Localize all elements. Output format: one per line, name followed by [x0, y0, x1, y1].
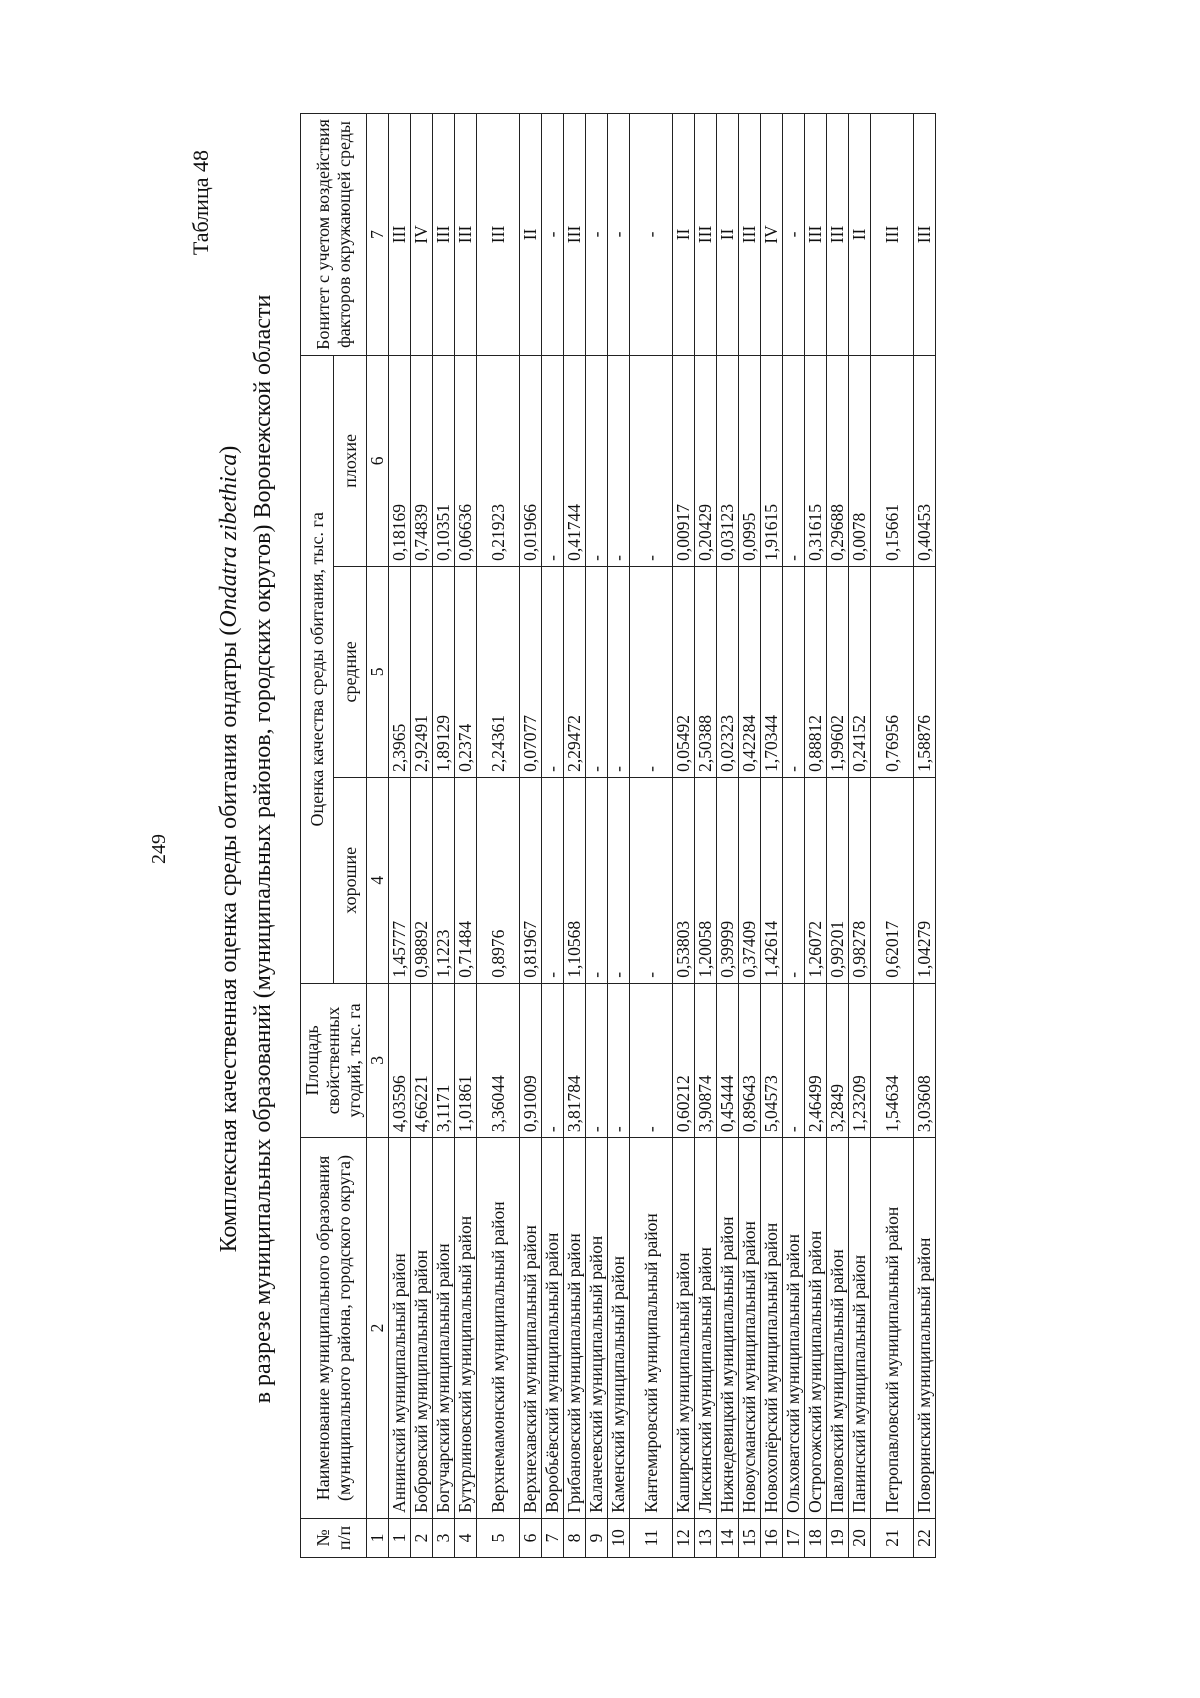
bonitet-cell: -	[542, 114, 564, 356]
district-name-cell: Верхнемамонский муниципальный район	[477, 1138, 520, 1519]
good-quality-cell: 1,42614	[761, 777, 783, 983]
good-quality-cell: 1,45777	[389, 777, 411, 983]
bonitet-cell: III	[477, 114, 520, 356]
good-quality-cell: -	[608, 777, 630, 983]
table-row	[477, 114, 520, 1558]
area-cell: -	[608, 983, 630, 1137]
row-number-cell: 12	[673, 1518, 695, 1557]
table-row	[520, 114, 542, 1558]
row-number-cell: 9	[586, 1518, 608, 1557]
row-number-cell: 6	[520, 1518, 542, 1557]
table-row	[739, 114, 761, 1558]
title-suffix: )	[216, 445, 242, 454]
row-number-cell: 18	[805, 1518, 827, 1557]
average-quality-cell: -	[630, 566, 673, 777]
district-name-cell: Ольховатский муниципальный район	[783, 1138, 805, 1519]
average-quality-cell: 0,42284	[739, 566, 761, 777]
row-number-cell: 5	[477, 1518, 520, 1557]
row-number-cell: 3	[433, 1518, 455, 1557]
district-name-cell: Поворинский муниципальный район	[914, 1138, 936, 1519]
area-cell: -	[783, 983, 805, 1137]
good-quality-cell: 0,71484	[455, 777, 477, 983]
title-line-1	[212, 0, 246, 1698]
average-quality-cell: 0,2374	[455, 566, 477, 777]
title-line-2: в разрезе муниципальных образований (муниципальных районов, городских округов) Воронежской области	[250, 294, 276, 1404]
bonitet-cell: -	[630, 114, 673, 356]
bonitet-cell: II	[673, 114, 695, 356]
average-quality-cell: 0,76956	[871, 566, 914, 777]
bonitet-cell: III	[389, 114, 411, 356]
average-quality-cell: -	[542, 566, 564, 777]
average-quality-cell: 0,07077	[520, 566, 542, 777]
average-quality-cell: 0,02323	[717, 566, 739, 777]
good-quality-cell: 0,39999	[717, 777, 739, 983]
table-row	[542, 114, 564, 1558]
bad-quality-cell: -	[542, 355, 564, 566]
row-number-cell: 4	[455, 1518, 477, 1557]
area-cell: 3,2849	[827, 983, 849, 1137]
row-number-cell: 19	[827, 1518, 849, 1557]
average-quality-cell: 1,58876	[914, 566, 936, 777]
good-quality-cell: 0,37409	[739, 777, 761, 983]
row-number-cell: 1	[389, 1518, 411, 1557]
header-area: Площадь свойственных угодий, тыс. га	[301, 983, 367, 1137]
district-name-cell: Грибановский муниципальный район	[564, 1138, 586, 1519]
header-average: средние	[334, 566, 367, 777]
area-cell: 1,23209	[849, 983, 871, 1137]
table-label: Таблица 48	[188, 150, 213, 256]
good-quality-cell: -	[783, 777, 805, 983]
area-cell: 1,01861	[455, 983, 477, 1137]
district-name-cell: Панинский муниципальный район	[849, 1138, 871, 1519]
bad-quality-cell: 1,91615	[761, 355, 783, 566]
bad-quality-cell: 0,03123	[717, 355, 739, 566]
table-row	[586, 114, 608, 1558]
table-row	[761, 114, 783, 1558]
district-name-cell: Верхнехавский муниципальный район	[520, 1138, 542, 1519]
area-cell: -	[542, 983, 564, 1137]
area-cell: -	[586, 983, 608, 1137]
habitat-quality-table	[300, 113, 936, 1558]
bad-quality-cell: 0,10351	[433, 355, 455, 566]
average-quality-cell: 2,92491	[411, 566, 433, 777]
table-row	[564, 114, 586, 1558]
good-quality-cell: 1,04279	[914, 777, 936, 983]
average-quality-cell: 1,99602	[827, 566, 849, 777]
bad-quality-cell: 0,00917	[673, 355, 695, 566]
bonitet-cell: -	[586, 114, 608, 356]
good-quality-cell: 1,1223	[433, 777, 455, 983]
header-name: Наименование муниципального образования (муниципального района, городского округа)	[301, 1138, 367, 1519]
bad-quality-cell: 0,29688	[827, 355, 849, 566]
bad-quality-cell: 0,21923	[477, 355, 520, 566]
district-name-cell: Богучарский муниципальный район	[433, 1138, 455, 1519]
index-cell: 4	[367, 777, 389, 983]
average-quality-cell: 2,24361	[477, 566, 520, 777]
district-name-cell: Бобровский муниципальный район	[411, 1138, 433, 1519]
district-name-cell: Воробьёвский муниципальный район	[542, 1138, 564, 1519]
header-bonitet: Бонитет с учетом воздействия факторов окружающей среды	[301, 114, 367, 356]
district-name-cell: Аннинский муниципальный район	[389, 1138, 411, 1519]
area-cell: 5,04573	[761, 983, 783, 1137]
bad-quality-cell: 0,74839	[411, 355, 433, 566]
good-quality-cell: 1,26072	[805, 777, 827, 983]
header-quality-group: Оценка качества среды обитания, тыс. га	[301, 355, 334, 983]
table-row	[608, 114, 630, 1558]
bad-quality-cell: 0,0995	[739, 355, 761, 566]
table-row	[433, 114, 455, 1558]
bad-quality-cell: -	[783, 355, 805, 566]
table-row	[914, 114, 936, 1558]
area-cell: 4,03596	[389, 983, 411, 1137]
column-index-row	[367, 114, 389, 1558]
average-quality-cell: -	[586, 566, 608, 777]
average-quality-cell: -	[783, 566, 805, 777]
row-number-cell: 20	[849, 1518, 871, 1557]
bonitet-cell: III	[455, 114, 477, 356]
good-quality-cell: 1,20058	[695, 777, 717, 983]
district-name-cell: Калачеевский муниципальный район	[586, 1138, 608, 1519]
bonitet-cell: III	[695, 114, 717, 356]
bonitet-cell: IV	[411, 114, 433, 356]
district-name-cell: Острогожский муниципальный район	[805, 1138, 827, 1519]
average-quality-cell: 0,24152	[849, 566, 871, 777]
table-body	[367, 114, 936, 1558]
bonitet-cell: -	[783, 114, 805, 356]
good-quality-cell: -	[586, 777, 608, 983]
good-quality-cell: 0,99201	[827, 777, 849, 983]
good-quality-cell: 0,53803	[673, 777, 695, 983]
row-number-cell: 22	[914, 1518, 936, 1557]
average-quality-cell: 2,50388	[695, 566, 717, 777]
header-num: № п/п	[301, 1518, 367, 1557]
table-row	[411, 114, 433, 1558]
district-name-cell: Павловский муниципальный район	[827, 1138, 849, 1519]
district-name-cell: Петропавловский муниципальный район	[871, 1138, 914, 1519]
bad-quality-cell: 0,01966	[520, 355, 542, 566]
good-quality-cell: 0,62017	[871, 777, 914, 983]
row-number-cell: 16	[761, 1518, 783, 1557]
bonitet-cell: III	[564, 114, 586, 356]
row-number-cell: 2	[411, 1518, 433, 1557]
title-prefix: Комплексная качественная оценка среды обитания ондатры (	[216, 627, 242, 1253]
table-row	[695, 114, 717, 1558]
area-cell: 4,66221	[411, 983, 433, 1137]
table-row	[849, 114, 871, 1558]
area-cell: 0,60212	[673, 983, 695, 1137]
average-quality-cell: 2,3965	[389, 566, 411, 777]
area-cell: 0,89643	[739, 983, 761, 1137]
header-bad: плохие	[334, 355, 367, 566]
table-row	[827, 114, 849, 1558]
bad-quality-cell: -	[630, 355, 673, 566]
table-row	[455, 114, 477, 1558]
average-quality-cell: 0,88812	[805, 566, 827, 777]
table-row	[673, 114, 695, 1558]
good-quality-cell: -	[542, 777, 564, 983]
area-cell: 3,90874	[695, 983, 717, 1137]
title-latin-name: Ondatra zibethica	[216, 453, 242, 628]
index-cell: 3	[367, 983, 389, 1137]
header-good: хорошие	[334, 777, 367, 983]
district-name-cell: Нижнедевицкий муниципальный район	[717, 1138, 739, 1519]
average-quality-cell: -	[608, 566, 630, 777]
district-name-cell: Кантемировский муниципальный район	[630, 1138, 673, 1519]
table-row	[805, 114, 827, 1558]
district-name-cell: Новоусманский муниципальный район	[739, 1138, 761, 1519]
bad-quality-cell: 0,20429	[695, 355, 717, 566]
area-cell: 3,1171	[433, 983, 455, 1137]
row-number-cell: 14	[717, 1518, 739, 1557]
bonitet-cell: II	[849, 114, 871, 356]
district-name-cell: Каширский муниципальный район	[673, 1138, 695, 1519]
bad-quality-cell: 0,31615	[805, 355, 827, 566]
table-row	[717, 114, 739, 1558]
table-row	[389, 114, 411, 1558]
index-cell: 7	[367, 114, 389, 356]
row-number-cell: 17	[783, 1518, 805, 1557]
index-cell: 6	[367, 355, 389, 566]
bad-quality-cell: 0,0078	[849, 355, 871, 566]
average-quality-cell: 2,29472	[564, 566, 586, 777]
bonitet-cell: -	[608, 114, 630, 356]
bonitet-cell: II	[520, 114, 542, 356]
district-name-cell: Каменский муниципальный район	[608, 1138, 630, 1519]
bad-quality-cell: 0,41744	[564, 355, 586, 566]
row-number-cell: 7	[542, 1518, 564, 1557]
row-number-cell: 13	[695, 1518, 717, 1557]
row-number-cell: 15	[739, 1518, 761, 1557]
bad-quality-cell: 0,15661	[871, 355, 914, 566]
table-row	[630, 114, 673, 1558]
bonitet-cell: IV	[761, 114, 783, 356]
bad-quality-cell: -	[608, 355, 630, 566]
bonitet-cell: III	[433, 114, 455, 356]
index-cell: 5	[367, 566, 389, 777]
good-quality-cell: -	[630, 777, 673, 983]
bad-quality-cell: 0,06636	[455, 355, 477, 566]
row-number-cell: 11	[630, 1518, 673, 1557]
district-name-cell: Бутурлиновский муниципальный район	[455, 1138, 477, 1519]
average-quality-cell: 0,05492	[673, 566, 695, 777]
row-number-cell: 8	[564, 1518, 586, 1557]
area-cell: 3,81784	[564, 983, 586, 1137]
area-cell: 3,03608	[914, 983, 936, 1137]
district-name-cell: Новохопёрский муниципальный район	[761, 1138, 783, 1519]
district-name-cell: Лискинский муниципальный район	[695, 1138, 717, 1519]
row-number-cell: 10	[608, 1518, 630, 1557]
bonitet-cell: III	[914, 114, 936, 356]
area-cell: 1,54634	[871, 983, 914, 1137]
bad-quality-cell: -	[586, 355, 608, 566]
row-number-cell: 21	[871, 1518, 914, 1557]
index-cell: 2	[367, 1138, 389, 1519]
bad-quality-cell: 0,40453	[914, 355, 936, 566]
area-cell: -	[630, 983, 673, 1137]
good-quality-cell: 1,10568	[564, 777, 586, 983]
bonitet-cell: III	[827, 114, 849, 356]
bonitet-cell: III	[739, 114, 761, 356]
good-quality-cell: 0,81967	[520, 777, 542, 983]
area-cell: 0,45444	[717, 983, 739, 1137]
page-number: 249	[148, 834, 170, 864]
good-quality-cell: 0,98278	[849, 777, 871, 983]
area-cell: 0,91009	[520, 983, 542, 1137]
area-cell: 2,46499	[805, 983, 827, 1137]
index-cell: 1	[367, 1518, 389, 1557]
bad-quality-cell: 0,18169	[389, 355, 411, 566]
good-quality-cell: 0,8976	[477, 777, 520, 983]
good-quality-cell: 0,98892	[411, 777, 433, 983]
table-row	[783, 114, 805, 1558]
table-row	[871, 114, 914, 1558]
bonitet-cell: III	[805, 114, 827, 356]
table-title	[212, 0, 280, 1698]
bonitet-cell: II	[717, 114, 739, 356]
bonitet-cell: III	[871, 114, 914, 356]
average-quality-cell: 1,89129	[433, 566, 455, 777]
average-quality-cell: 1,70344	[761, 566, 783, 777]
area-cell: 3,36044	[477, 983, 520, 1137]
